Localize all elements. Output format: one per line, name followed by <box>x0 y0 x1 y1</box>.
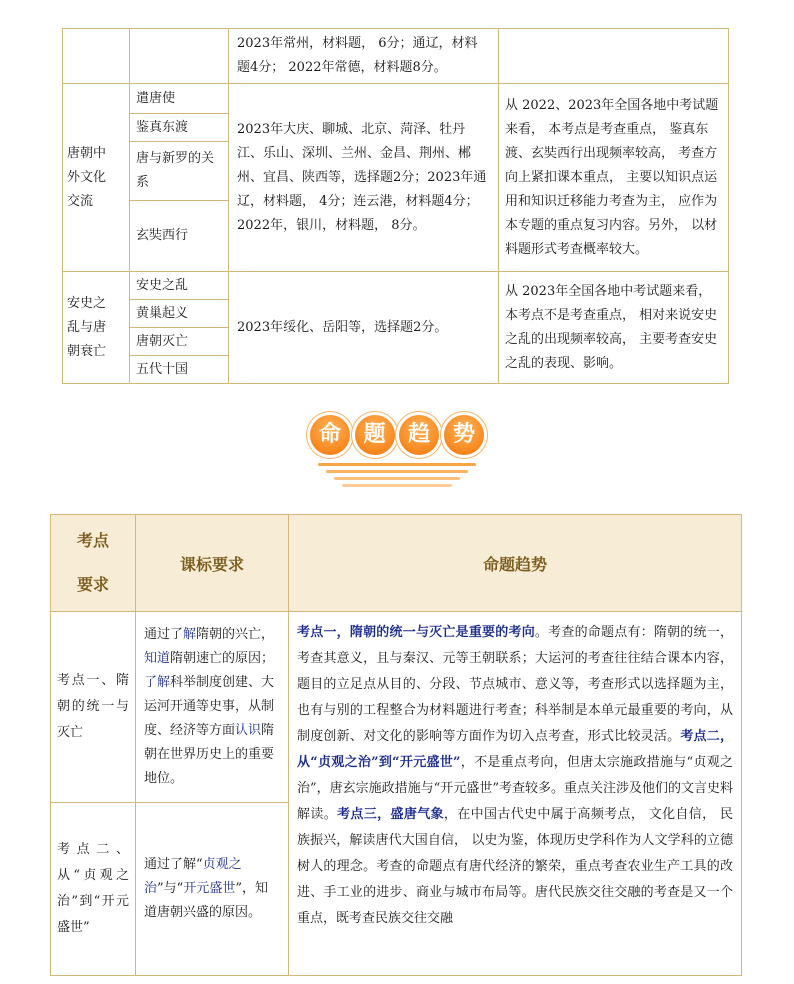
subtopic-cell: 安史之乱 <box>130 272 229 300</box>
subtopic-cell: 玄奘西行 <box>130 201 229 272</box>
subtopic-cell <box>130 29 229 84</box>
header-trend: 命题趋势 <box>289 515 742 612</box>
requirement-cell: 通过了解“贞观之治”与“开元盛世”，知道唐朝兴盛的原因。 <box>136 803 289 976</box>
category-cell <box>63 29 130 84</box>
banner-char: 势 <box>444 415 484 455</box>
subtopic-cell: 遣唐使 <box>130 84 229 114</box>
header-standards: 课标要求 <box>136 515 289 612</box>
note-cell <box>499 29 729 84</box>
exam-cell: 2023年大庆、聊城、北京、菏泽、牡丹江、乐山、深圳、兰州、金昌、荆州、郴州、宜昌、陕西等，选择题2分；2023年通辽，材料题， 4分；连云港，材料题4分；2022年，银川，材料题， 8分。 <box>229 84 499 272</box>
banner-char: 命 <box>310 415 350 455</box>
note-cell: 从 2022、2023年全国各地中考试题来看， 本考点是考查重点， 鉴真东渡、玄奘西行出现频率较高， 考查方向上紧扣课本重点， 主要以知识点运用和知识迁移能力考查为主， 应作为本专题的重点复习内容。另外， 以材料题形式考查概率较大。 <box>499 84 729 272</box>
table-row <box>63 272 729 300</box>
section-title-trend <box>310 415 484 455</box>
subtopic-cell: 唐与新罗的关系 <box>130 142 229 201</box>
exam-cell: 2023年绥化、岳阳等，选择题2分。 <box>229 272 499 384</box>
banner-char: 趋 <box>399 415 439 455</box>
table-header-row <box>51 515 742 612</box>
trend-cell: 考点一，隋朝的统一与灭亡是重要的考向。考查的命题点有：隋朝的统一，考查其意义，且与秦汉、元等王朝联系；大运河的考查往往结合课本内容，题目的立足点从目的、分段、节点城市、意义等，考查形式以选择题为主，也有与别的工程整合为材料题进行考查；科举制是本单元最重要的考向，从制度创新、对文化的影响等方面作为切入点考查，形式比较灵活。考点二，从“贞观之治”到“开元盛世”，不是重点考向，但唐太宗施政措施与“贞观之治”，唐玄宗施政措施与“开元盛世”考查较多。重点关注涉及他们的文言史料解读。考点三，盛唐气象，在中国古代史中属于高频考点， 文化自信， 民族振兴，解读唐代大国自信， 以史为鉴，体现历史学科作为人文学科的立德树人的理念。考查的命题点有唐代经济的繁荣，重点考查农业生产工具的改进、手工业的进步、商业与城市布局等。唐代民族交往交融的考查是又一个重点，既考查民族交往交融 <box>289 612 742 976</box>
table-row <box>63 84 729 114</box>
table-row <box>63 29 729 84</box>
trend-table <box>50 514 742 976</box>
header-points: 考点 要求 <box>51 515 136 612</box>
exam-cell: 2023年常州，材料题， 6分；通辽，材料题4分； 2022年常德，材料题8分。 <box>229 29 499 84</box>
banner-char: 题 <box>355 415 395 455</box>
table-row <box>51 612 742 803</box>
subtopic-cell: 唐朝灭亡 <box>130 328 229 356</box>
category-cell: 唐朝中 外文化 交流 <box>63 84 130 272</box>
exam-distribution-table <box>62 28 729 384</box>
point-cell: 考点二、从“贞观之治”到“开元盛世” <box>51 803 136 976</box>
point-cell: 考点一、隋朝的统一与灭亡 <box>51 612 136 803</box>
subtopic-cell: 五代十国 <box>130 356 229 384</box>
banner-stripes <box>318 463 476 487</box>
category-cell: 安史之 乱与唐 朝衰亡 <box>63 272 130 384</box>
subtopic-cell: 鉴真东渡 <box>130 114 229 142</box>
subtopic-cell: 黄巢起义 <box>130 300 229 328</box>
note-cell: 从 2023年全国各地中考试题来看，本考点不是考查重点， 相对来说安史之乱的出现频率较高， 主要考查安史之乱的表现、影响。 <box>499 272 729 384</box>
requirement-cell: 通过了解隋朝的兴亡，知道隋朝速亡的原因；了解科举制度创建、大运河开通等史事，从制度、经济等方面认识隋朝在世界历史上的重要地位。 <box>136 612 289 803</box>
